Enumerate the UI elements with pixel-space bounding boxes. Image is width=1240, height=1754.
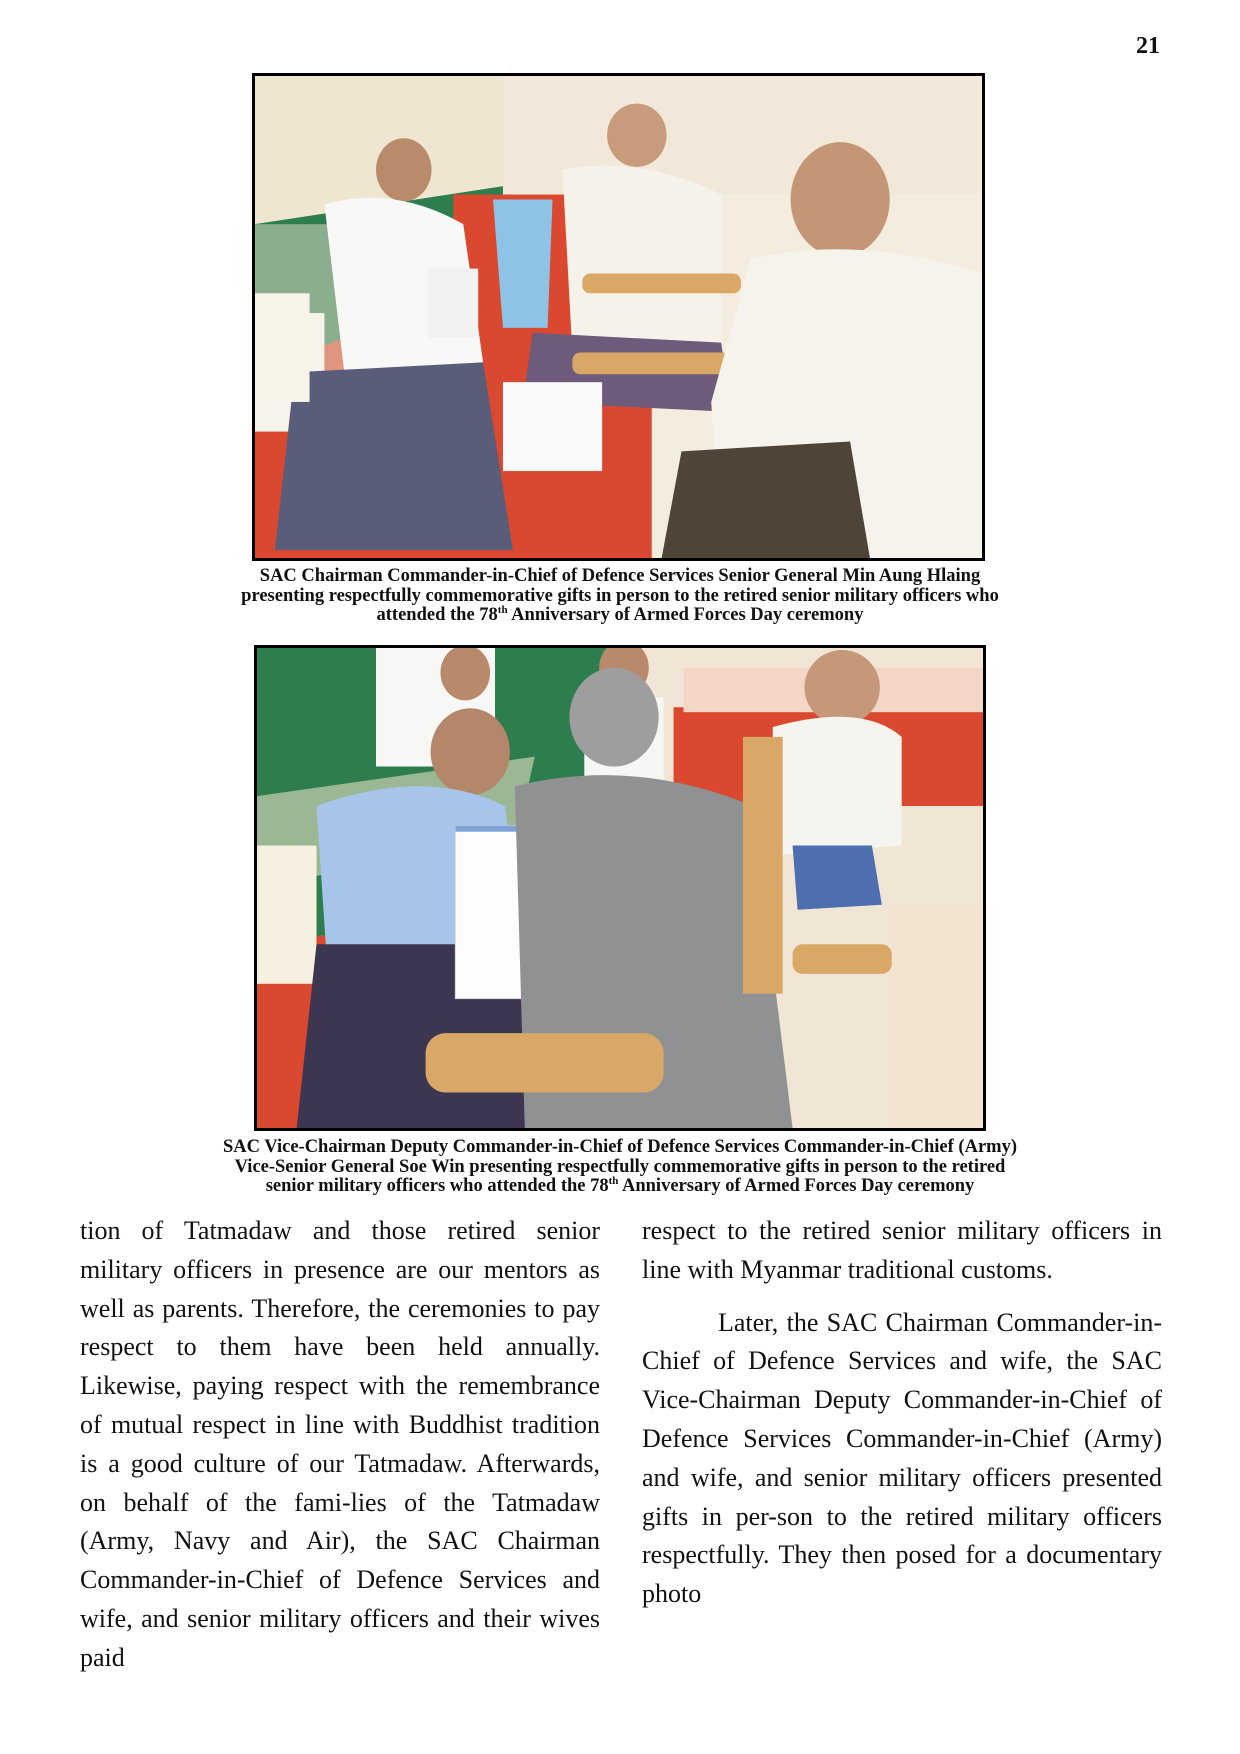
caption-line: [150, 603, 1090, 626]
body-paragraph: respect to the retired senior military officers in line with Myanmar traditional customs.: [642, 1216, 1162, 1284]
article-column-left: [80, 1212, 600, 1678]
caption-text: attended the 78: [376, 605, 498, 625]
ordinal-suffix: th: [497, 603, 508, 616]
caption-line: SAC Vice-Chairman Deputy Commander-in-Chief of Defence Services Commander-in-Chief (Army): [223, 1137, 1017, 1157]
photo1-caption: [150, 567, 1090, 626]
caption-line: presenting respectfully commemorative gifts in person to the retired senior military officers who: [241, 585, 999, 606]
caption-line: [150, 1174, 1090, 1197]
caption-text: Anniversary of Armed Forces Day ceremony: [618, 1176, 975, 1196]
photo-illustration: [257, 648, 983, 1128]
photo-illustration: [255, 76, 982, 558]
ceremony-photo-gift-presentation-2: [254, 645, 986, 1131]
photo2-caption: [150, 1138, 1090, 1197]
caption-text: Anniversary of Armed Forces Day ceremony: [507, 605, 864, 625]
caption-text: senior military officers who attended the 78: [265, 1176, 609, 1196]
caption-line: Vice-Senior General Soe Win presenting respectfully commemorative gifts in person to the retired: [234, 1156, 1006, 1177]
body-paragraph: tion of Tatmadaw and those retired senior military officers in presence are our mentors as well as parents. Therefore, the ceremonies to pay respect to them have been held annually. Likewise, paying respect with the remembrance of mutual respect in line with Buddhist tradition is a good culture of our Tatmadaw. Afterwards, on behalf of the fami-lies of the Tatmadaw (Army, Navy and Air), the SAC Chairman Commander-in-Chief of Defence Services and wife, and senior military officers and their wives paid: [80, 1216, 600, 1672]
body-paragraph: Later, the SAC Chairman Commander-in-Chief of Defence Services and wife, the SAC Vice-Chairman Deputy Commander-in-Chief of Defence Services Commander-in-Chief (Army) and wife, and senior military officers presented gifts in per-son to the retired military officers respectfully. They then posed for a documentary photo: [642, 1307, 1162, 1609]
caption-line: SAC Chairman Commander-in-Chief of Defence Services Senior General Min Aung Hlaing: [259, 566, 981, 586]
article-column-right: [642, 1212, 1162, 1614]
page-number: 21: [1136, 33, 1160, 59]
ordinal-suffix: th: [608, 1174, 619, 1187]
ceremony-photo-gift-presentation-1: [252, 73, 985, 561]
